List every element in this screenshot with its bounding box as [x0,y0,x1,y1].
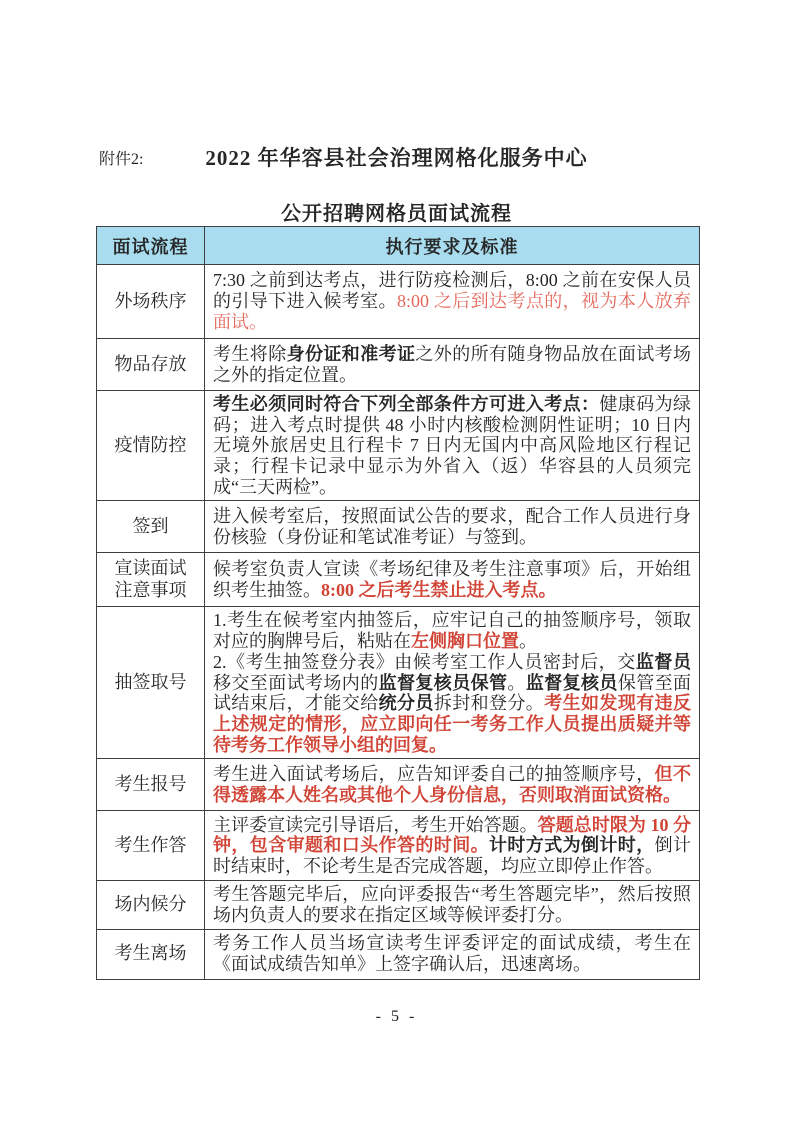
text-segment: 答题总时限为 10 分钟，包含审题和口头作答的时间。 [213,814,692,856]
row-content [205,553,700,607]
text-segment: 考生答题完毕后，应向评委报告“考生答题完毕”，然后按照场内负责人的要求在指定区域等候评委打分。 [213,884,691,925]
column-header-process: 面试流程 [97,227,205,265]
column-header-requirements: 执行要求及标准 [205,227,700,265]
text-segment: 左侧胸口位置 [411,631,519,652]
text-segment: 考生进入面试考场后，应告知评委自己的抽签顺序号， [213,764,655,785]
document-title: 2022 年华容县社会治理网格化服务中心 [205,146,588,170]
text-segment: 7:30 之前到达考点，进行防疫检测后，8:00 之前在安保人员的引导下进入候考室。 [213,270,691,312]
text-segment: 统分员 [378,693,434,714]
table-row [97,339,700,391]
page-number: - 5 - [375,1008,418,1025]
text-segment: 监督复核员 [525,672,618,693]
text-segment: 监督复核员保管 [378,672,508,693]
row-content [205,811,700,881]
text-segment: 主评委宣读完引导语后，考生开始答题。 [213,814,538,835]
row-label: 宣读面试 注意事项 [97,553,205,607]
text-segment: 计时方式为倒计时， [489,835,655,856]
row-content [205,265,700,339]
text-segment: 身份证和准考证 [286,343,416,364]
text-segment: 移交至面试考场内的 [213,672,379,693]
row-content [205,881,700,929]
table-row [97,759,700,811]
text-segment: 拆封和登分。 [433,693,545,714]
text-segment: 倒计时结束时，不论考生是否完成答题，均应立即停止作答。 [213,835,692,877]
row-label: 考生离场 [97,929,205,979]
table-row [97,265,700,339]
row-label: 疫情防控 [97,391,205,501]
row-label: 抽签取号 [97,607,205,759]
row-label: 考生报号 [97,759,205,811]
row-label: 签到 [97,501,205,553]
document-subtitle: 公开招聘网格员面试流程 [281,203,512,225]
row-content [205,391,700,501]
row-label: 物品存放 [97,339,205,391]
text-segment: 之外的所有随身物品放在面试考场之外的指定位置。 [213,343,692,385]
attachment-label: 附件2: [99,151,144,168]
table-row [97,929,700,979]
text-segment: 8:00 之后考生禁止进入考点。 [321,579,557,600]
text-segment: 考生将除 [213,343,287,364]
text-segment: 监督员 [635,651,692,672]
table-row [97,607,700,759]
table-row [97,501,700,553]
table-row [97,553,700,607]
text-segment: 1.考生在候考室内抽签后，应牢记自己的抽签顺序号，领取对应的胸牌号后，粘贴在 [213,610,691,652]
row-content [205,759,700,811]
row-label: 场内候分 [97,881,205,929]
text-segment: 8:00 之后到达考点的，视为本人放弃面试。 [213,291,692,332]
text-segment: 。 2.《考生抽签登分表》由候考室工作人员密封后，交 [213,631,636,672]
row-content [205,501,700,553]
text-segment: 保管至面试结束后，才能交给 [213,672,692,714]
text-segment: 考生如发现有违反上述规定的情形，应立即向任一考务工作人员提出质疑并等待考务工作领导小组的回复。 [213,693,692,755]
row-content [205,607,700,759]
row-content [205,929,700,979]
text-segment: 健康码为绿码；进入考点时提供 48 小时内核酸检测阴性证明；10 日内无境外旅居史且行程卡 7 日内无国内中高风险地区行程记录；行程卡记录中显示为外省入（返）华容县的人员须完成“三天两检”。 [213,394,692,497]
text-segment: 候考室负责人宣读《考场纪律及考生注意事项》后，开始组织考生抽签。 [213,559,691,600]
row-label: 外场秩序 [97,265,205,339]
row-content [205,339,700,391]
table-row [97,881,700,929]
text-segment: 进入候考室后，按照面试公告的要求，配合工作人员进行身份核验（身份证和笔试准考证）与签到。 [213,506,691,547]
table-header-row [97,227,700,265]
table-row [97,391,700,501]
text-segment: 但不得透露本人姓名或其他个人身份信息，否则取消面试资格。 [213,764,692,805]
table-row [97,811,700,881]
text-segment: 考务工作人员当场宣读考生评委评定的面试成绩，考生在《面试成绩告知单》上签字确认后，迅速离场。 [213,933,691,975]
text-segment: 考生必须同时符合下列全部条件方可进入考点： [213,394,600,414]
interview-flow-table [96,226,700,980]
row-label: 考生作答 [97,811,205,881]
text-segment: 。 [507,672,526,693]
